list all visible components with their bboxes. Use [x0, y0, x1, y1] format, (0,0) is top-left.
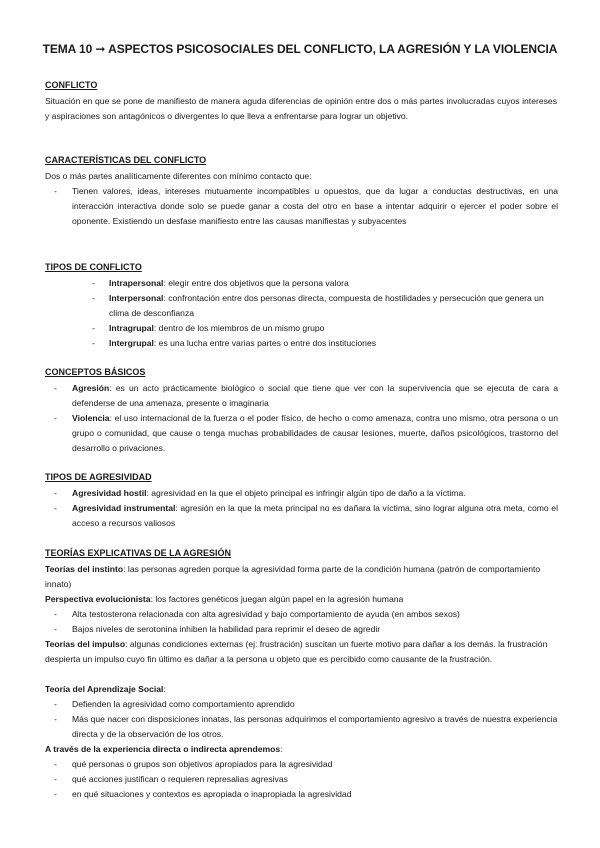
caracteristicas-item: Tienen valores, ideas, intereses mutuamente incompatibles u opuestos, que da lugar a conductas destructivas, en una interacción interactiva donde solo se puede ganar a costa del otro en base a intentar adquirir o ejercer el poder sobre el oponente. Existiendo un desfase manifiesto entre las causas manifiestas y subyacentes: [72, 186, 558, 226]
experiencia-intro: A través de la experiencia directa o indirecta aprendemos:: [45, 744, 283, 754]
agresividad-item: Agresividad hostil: agresividad en la que el objeto principal es infringir algún tipo de daño a la víctima.: [72, 488, 466, 498]
concepto-item: Agresión: es un acto prácticamente biológico o social que tiene que ver con la supervivencia que se ejecuta de cara a defenderse de una amenaza, presente o imaginaria: [72, 383, 558, 408]
agresividad-item: Agresividad instrumental: agresión en la que la meta principal no es dañara la víctima, sino lograr alguna otra meta, como el acceso a recursos valiosos: [72, 503, 559, 528]
page-title: TEMA 10 ➞ ASPECTOS PSICOSOCIALES DEL CONFLICTO, LA AGRESIÓN Y LA VIOLENCIA: [42, 42, 558, 56]
heading-caracteristicas: CARACTERÍSTICAS DEL CONFLICTO: [45, 155, 207, 165]
bullet-dash: -: [54, 488, 57, 498]
experiencia-item: qué acciones justifican o requieren represalias agresivas: [72, 774, 288, 784]
bullet-dash: -: [54, 714, 57, 724]
conflicto-definition: Situación en que se pone de manifiesto de manera aguda diferencias de opinión entre dos o más partes involucradas cuyos intereses y aspiraciones son antagónicos o divergentes lo que lleva a enfrentarse para lograr un objetivo.: [45, 96, 557, 121]
bullet-dash: -: [54, 609, 57, 619]
bullet-dash: -: [92, 293, 95, 303]
heading-conflicto: CONFLICTO: [45, 80, 98, 90]
caracteristicas-intro: Dos o más partes analíticamente diferentes con mínimo contacto que:: [45, 171, 312, 181]
evolucionista-item: Bajos niveles de serotonina inhiben la habilidad para reprimir el deseo de agredir: [72, 624, 381, 634]
bullet-dash: -: [92, 278, 95, 288]
concepto-item: Violencia: el uso internacional de la fuerza o el poder físico, de hecho o como amenaza, contra uno mismo, otra persona o un grupo o comunidad, que cause o tenga muchas probabilidades de causar lesiones, muerte, daños psicológicos, trastorno del desarrollo o privaciones.: [72, 413, 558, 453]
tipo-conflicto-item: Intragrupal: dentro de los miembros de un mismo grupo: [109, 323, 325, 333]
tipo-conflicto-item: Intergrupal: es una lucha entre varias partes o entre dos instituciones: [109, 338, 377, 348]
bullet-dash: -: [54, 503, 57, 513]
teoria-aprendizaje: Teoría del Aprendizaje Social:: [45, 684, 166, 694]
aprendizaje-item: Defienden la agresividad como comportamiento aprendido: [72, 699, 295, 709]
teoria-evolucionista: Perspectiva evolucionista: los factores genéticos juegan algún papel en la agresión humana: [45, 594, 404, 604]
evolucionista-item: Alta testosterona relacionada con alta agresividad y bajo comportamiento de ayuda (en ambos sexos): [72, 609, 460, 619]
teoria-impulso: Teorías del impulso: algunas condiciones externas (ej: frustración) suscitan un fuerte motivo para dañar a los demás. la frustración despierta un impulso cuyo fin último es dañar a la persona u objeto que es percibido como causante de la frustración.: [45, 639, 548, 664]
tipo-conflicto-item: Intrapersonal: elegir entre dos objetivos que la persona valora: [109, 278, 349, 288]
heading-tipos-conflicto: TIPOS DE CONFLICTO: [45, 262, 142, 272]
aprendizaje-item: Más que nacer con disposiciones innatas, las personas adquirimos el comportamiento agresivo a través de nuestra experiencia directa y de la observación de los otros.: [72, 714, 558, 739]
heading-conceptos: CONCEPTOS BÁSICOS: [45, 367, 146, 377]
bullet-dash: -: [54, 759, 57, 769]
bullet-dash: -: [54, 383, 57, 393]
bullet-dash: -: [54, 413, 57, 423]
bullet-dash: -: [92, 338, 95, 348]
bullet-dash: -: [54, 774, 57, 784]
bullet-dash: -: [54, 789, 57, 799]
experiencia-item: en qué situaciones y contextos es apropiada o inapropiada la agresividad: [72, 789, 352, 799]
bullet-dash: -: [54, 624, 57, 634]
bullet-dash: -: [54, 699, 57, 709]
heading-teorias: TEORÍAS EXPLICATIVAS DE LA AGRESIÓN: [45, 548, 232, 558]
teoria-instinto: Teorías del instinto: las personas agreden porque la agresividad forma parte de la condición humana (patrón de comportamiento innato): [45, 564, 541, 589]
experiencia-item: qué personas o grupos son objetivos apropiados para la agresividad: [72, 759, 333, 769]
bullet-dash: -: [92, 323, 95, 333]
heading-tipos-agresividad: TIPOS DE AGRESIVIDAD: [45, 472, 152, 482]
bullet-dash: -: [54, 186, 57, 196]
tipo-conflicto-item: Interpersonal: confrontación entre dos personas directa, compuesta de hostilidades y persecución que genera un clima de desconfianza: [109, 293, 544, 318]
